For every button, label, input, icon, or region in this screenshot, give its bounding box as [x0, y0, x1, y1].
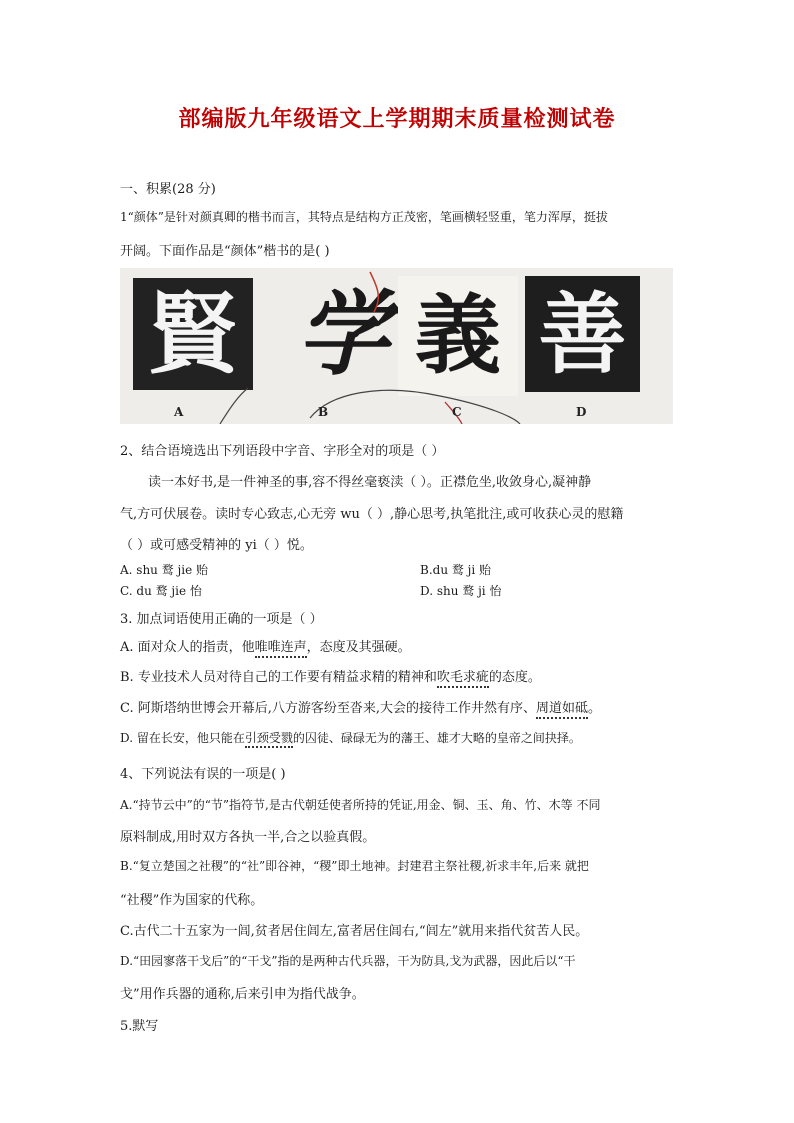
label-b: B — [318, 405, 329, 419]
q3-option-d — [120, 729, 581, 746]
q3-a-dotted-word: 唯唯连声 — [255, 640, 307, 658]
label-d: D — [576, 405, 587, 419]
calligraphy-char-d: 善 — [538, 282, 627, 386]
q4-stem: 4、下列说法有误的一项是( ) — [120, 767, 286, 782]
q3-d-text: D. 留在长安，他只能在 — [120, 731, 245, 745]
q3-stem: 3. 加点词语使用正确的一项是（ ） — [120, 612, 323, 627]
q3-d-dotted-word: 引颈受戮 — [245, 731, 293, 748]
q4-option-a-2: 原料制成,用时双方各执一半,合之以验真假。 — [120, 830, 376, 845]
q3-d-tail: 的囚徒、碌碌无为的藩王、雄才大略的皇帝之间抉择。 — [292, 731, 581, 745]
q3-a-text: A. 面对众人的指责，他 — [120, 640, 255, 655]
q3-option-b — [120, 666, 541, 685]
q3-c-tail: 。 — [588, 701, 602, 716]
q3-a-tail: ，态度及其强硬。 — [306, 640, 411, 655]
q2-passage-3: （ ）或可感受精神的 yi（ ）悦。 — [120, 538, 313, 553]
pen-marks — [120, 268, 673, 424]
q3-option-c — [120, 697, 601, 716]
q2-stem: 2、结合语境选出下列语段中字音、字形全对的项是（ ） — [120, 444, 445, 459]
label-c: C — [452, 405, 462, 419]
label-a: A — [174, 405, 184, 419]
q4-option-b-1: B.“复立楚国之社稷”的“社”即谷神，“稷”即土地神。封建君主祭社稷,祈求丰年,后来 就把 — [120, 859, 589, 873]
calligraphy-char-a: 賢 — [148, 282, 237, 386]
q4-option-d-1: D.“田园寥落干戈后”的“干戈”指的是两种古代兵器，干为防具,戈为武器，因此后以“干 — [120, 954, 576, 968]
q2-option-b: B.du 鹜 ji 贻 — [420, 563, 492, 577]
q2-option-a: A. shu 鹜 jie 贻 — [120, 563, 209, 577]
q1-stem-line2: 开阔。下面作品是“颜体”楷书的是( ) — [120, 244, 330, 259]
q2-option-c: C. du 鹜 jie 怡 — [120, 584, 202, 598]
q4-option-d-2: 戈”用作兵器的通称,后来引申为指代战争。 — [120, 987, 365, 1002]
q2-option-d: D. shu 鹜 ji 怡 — [420, 584, 502, 598]
q3-c-dotted-word: 周道如砥 — [536, 701, 588, 719]
q3-b-text: B. 专业技术人员对待自己的工作要有精益求精的精神和 — [120, 670, 437, 685]
q4-option-a-1: A.“持节云中”的“节”指符节,是古代朝廷使者所持的凭证,用金、铜、玉、角、竹、木等 不同 — [120, 798, 601, 812]
q2-passage-2: 气,方可伏展卷。读时专心致志,心无旁 wu（ ）,静心思考,执笔批注,或可收获心灵的慰籍 — [120, 507, 624, 522]
q2-passage-1: 读一本好书,是一件神圣的事,容不得丝毫亵渎（ ）。正襟危坐,收敛身心,凝神静 — [148, 475, 592, 490]
section-heading: 一、积累(28 分) — [120, 182, 216, 197]
calligraphy-image — [120, 268, 673, 424]
calligraphy-char-c: 義 — [415, 285, 501, 386]
q1-stem-line1: 1“颜体”是针对颜真卿的楷书而言，其特点是结构方正茂密，笔画横轻竖重，笔力浑厚，挺拔 — [120, 210, 608, 224]
q4-option-c: C.古代二十五家为一闾,贫者居住闾左,富者居住闾右,“闾左”就用来指代贫苦人民。 — [120, 924, 589, 939]
page-title: 部编版九年级语文上学期期末质量检测试卷 — [178, 106, 616, 132]
q5-stem: 5.默写 — [120, 1019, 159, 1034]
q3-option-a — [120, 636, 411, 655]
q3-b-tail: 的态度。 — [488, 670, 541, 685]
calligraphy-char-b: 学 — [296, 280, 389, 388]
q3-b-dotted-word: 吹毛求疵 — [437, 670, 489, 688]
q4-option-b-2: “社稷”作为国家的代称。 — [120, 893, 264, 908]
q3-c-text: C. 阿斯塔纳世博会开幕后,八方游客纷至沓来,大会的接待工作井然有序、 — [120, 701, 537, 716]
